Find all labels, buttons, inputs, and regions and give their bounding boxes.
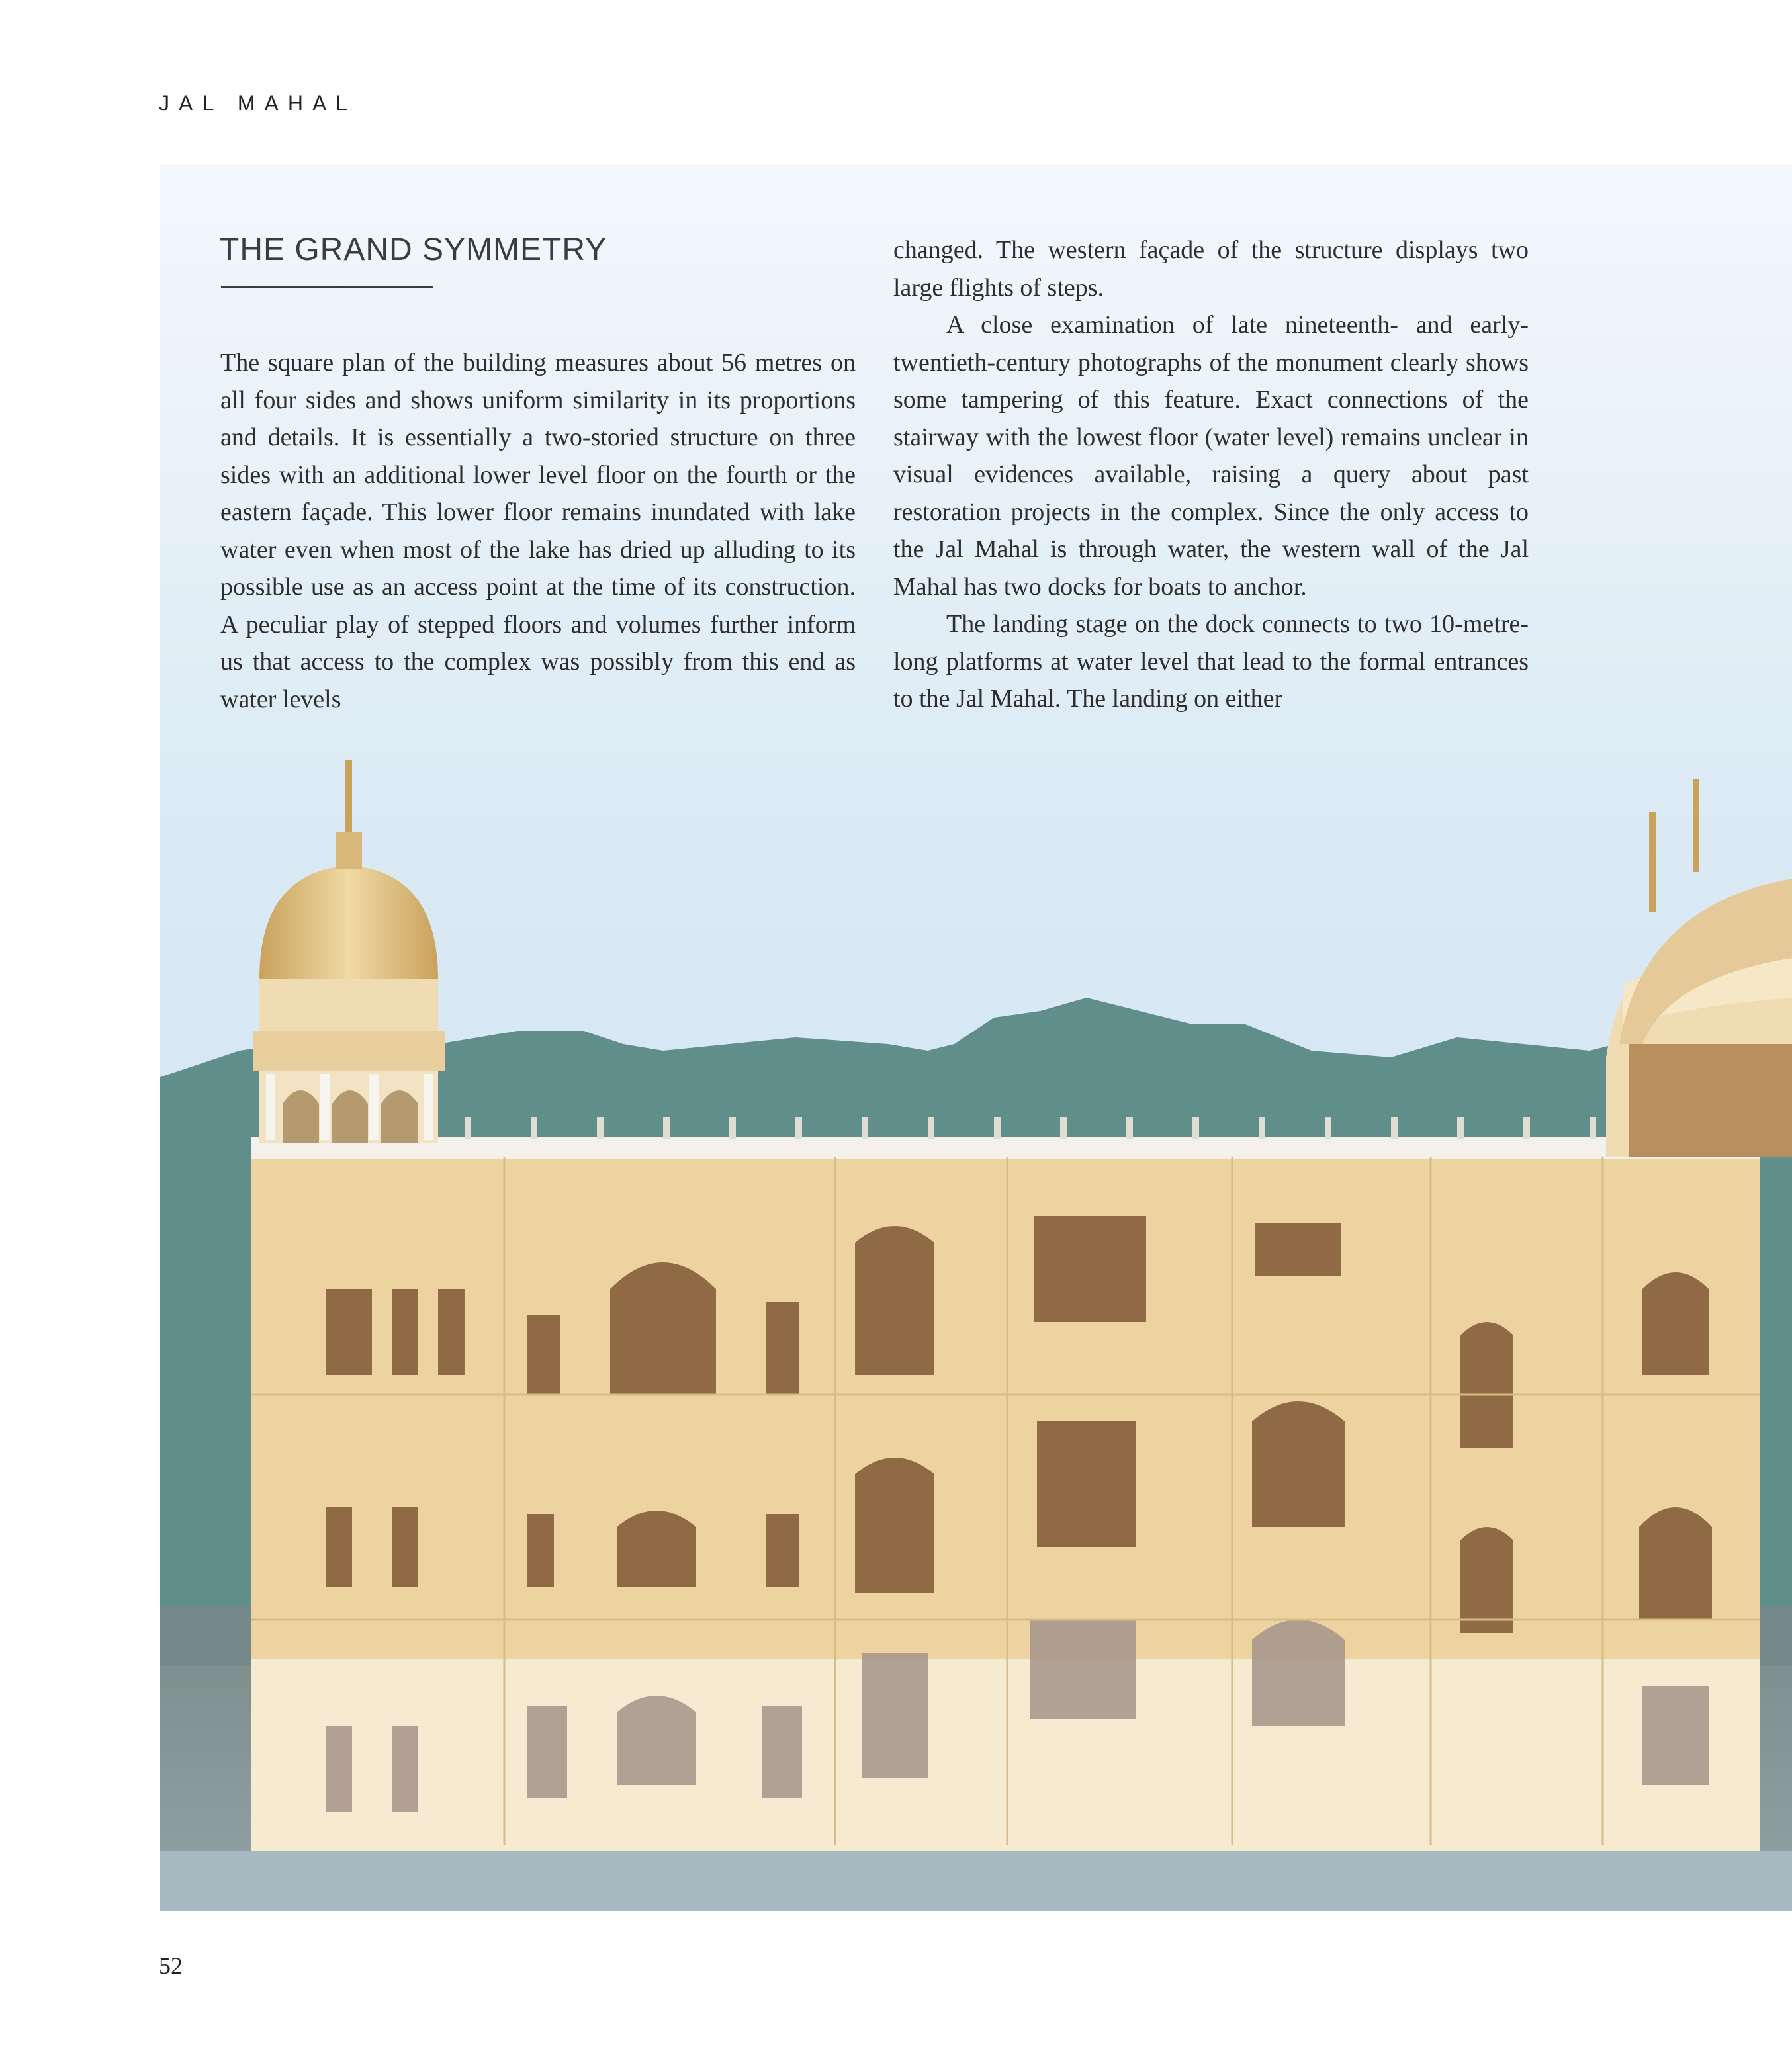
parapet [251,1137,1760,1159]
title-rule [221,286,433,288]
right-paragraph-1: changed. The western façade of the structure displays two large flights of steps. [893,236,1529,302]
right-paragraph-3: The landing stage on the dock connects to two 10-metre-long platforms at water level that lead to the formal entrances to the Jal Mahal. The landing on either [893,610,1529,713]
body-column-left [220,344,856,718]
left-paragraph: The square plan of the building measures about 56 metres on all four sides and shows uniform similarity in its proportions and details. It is essentially a two-storied structure on three sides with an additional lower level floor on the fourth or the eastern façade. This lower floor remains inundated with lake water even when most of the lake has dried up alluding to its possible use as an access point at the time of its construction. A peculiar play of stepped floors and volumes further inform us that access to the complex was possibly from this end as water levels [220,349,856,713]
section-title: THE GRAND SYMMETRY [220,232,607,267]
page-number: 52 [159,1953,183,1979]
running-head: JAL MAHAL [159,91,357,115]
body-column-right [893,232,1529,718]
right-paragraph-2: A close examination of late nineteenth- and early-twentieth-century photographs of the monument clearly shows some tampering of this feature. Exact connections of the stairway with the lowest floor (water level) remains unclear in visual evidences available, raising a query about past restoration projects in the complex. Since the only access to the Jal Mahal is through water, the western wall of the Jal Mahal has two docks for boats to anchor. [893,311,1529,601]
